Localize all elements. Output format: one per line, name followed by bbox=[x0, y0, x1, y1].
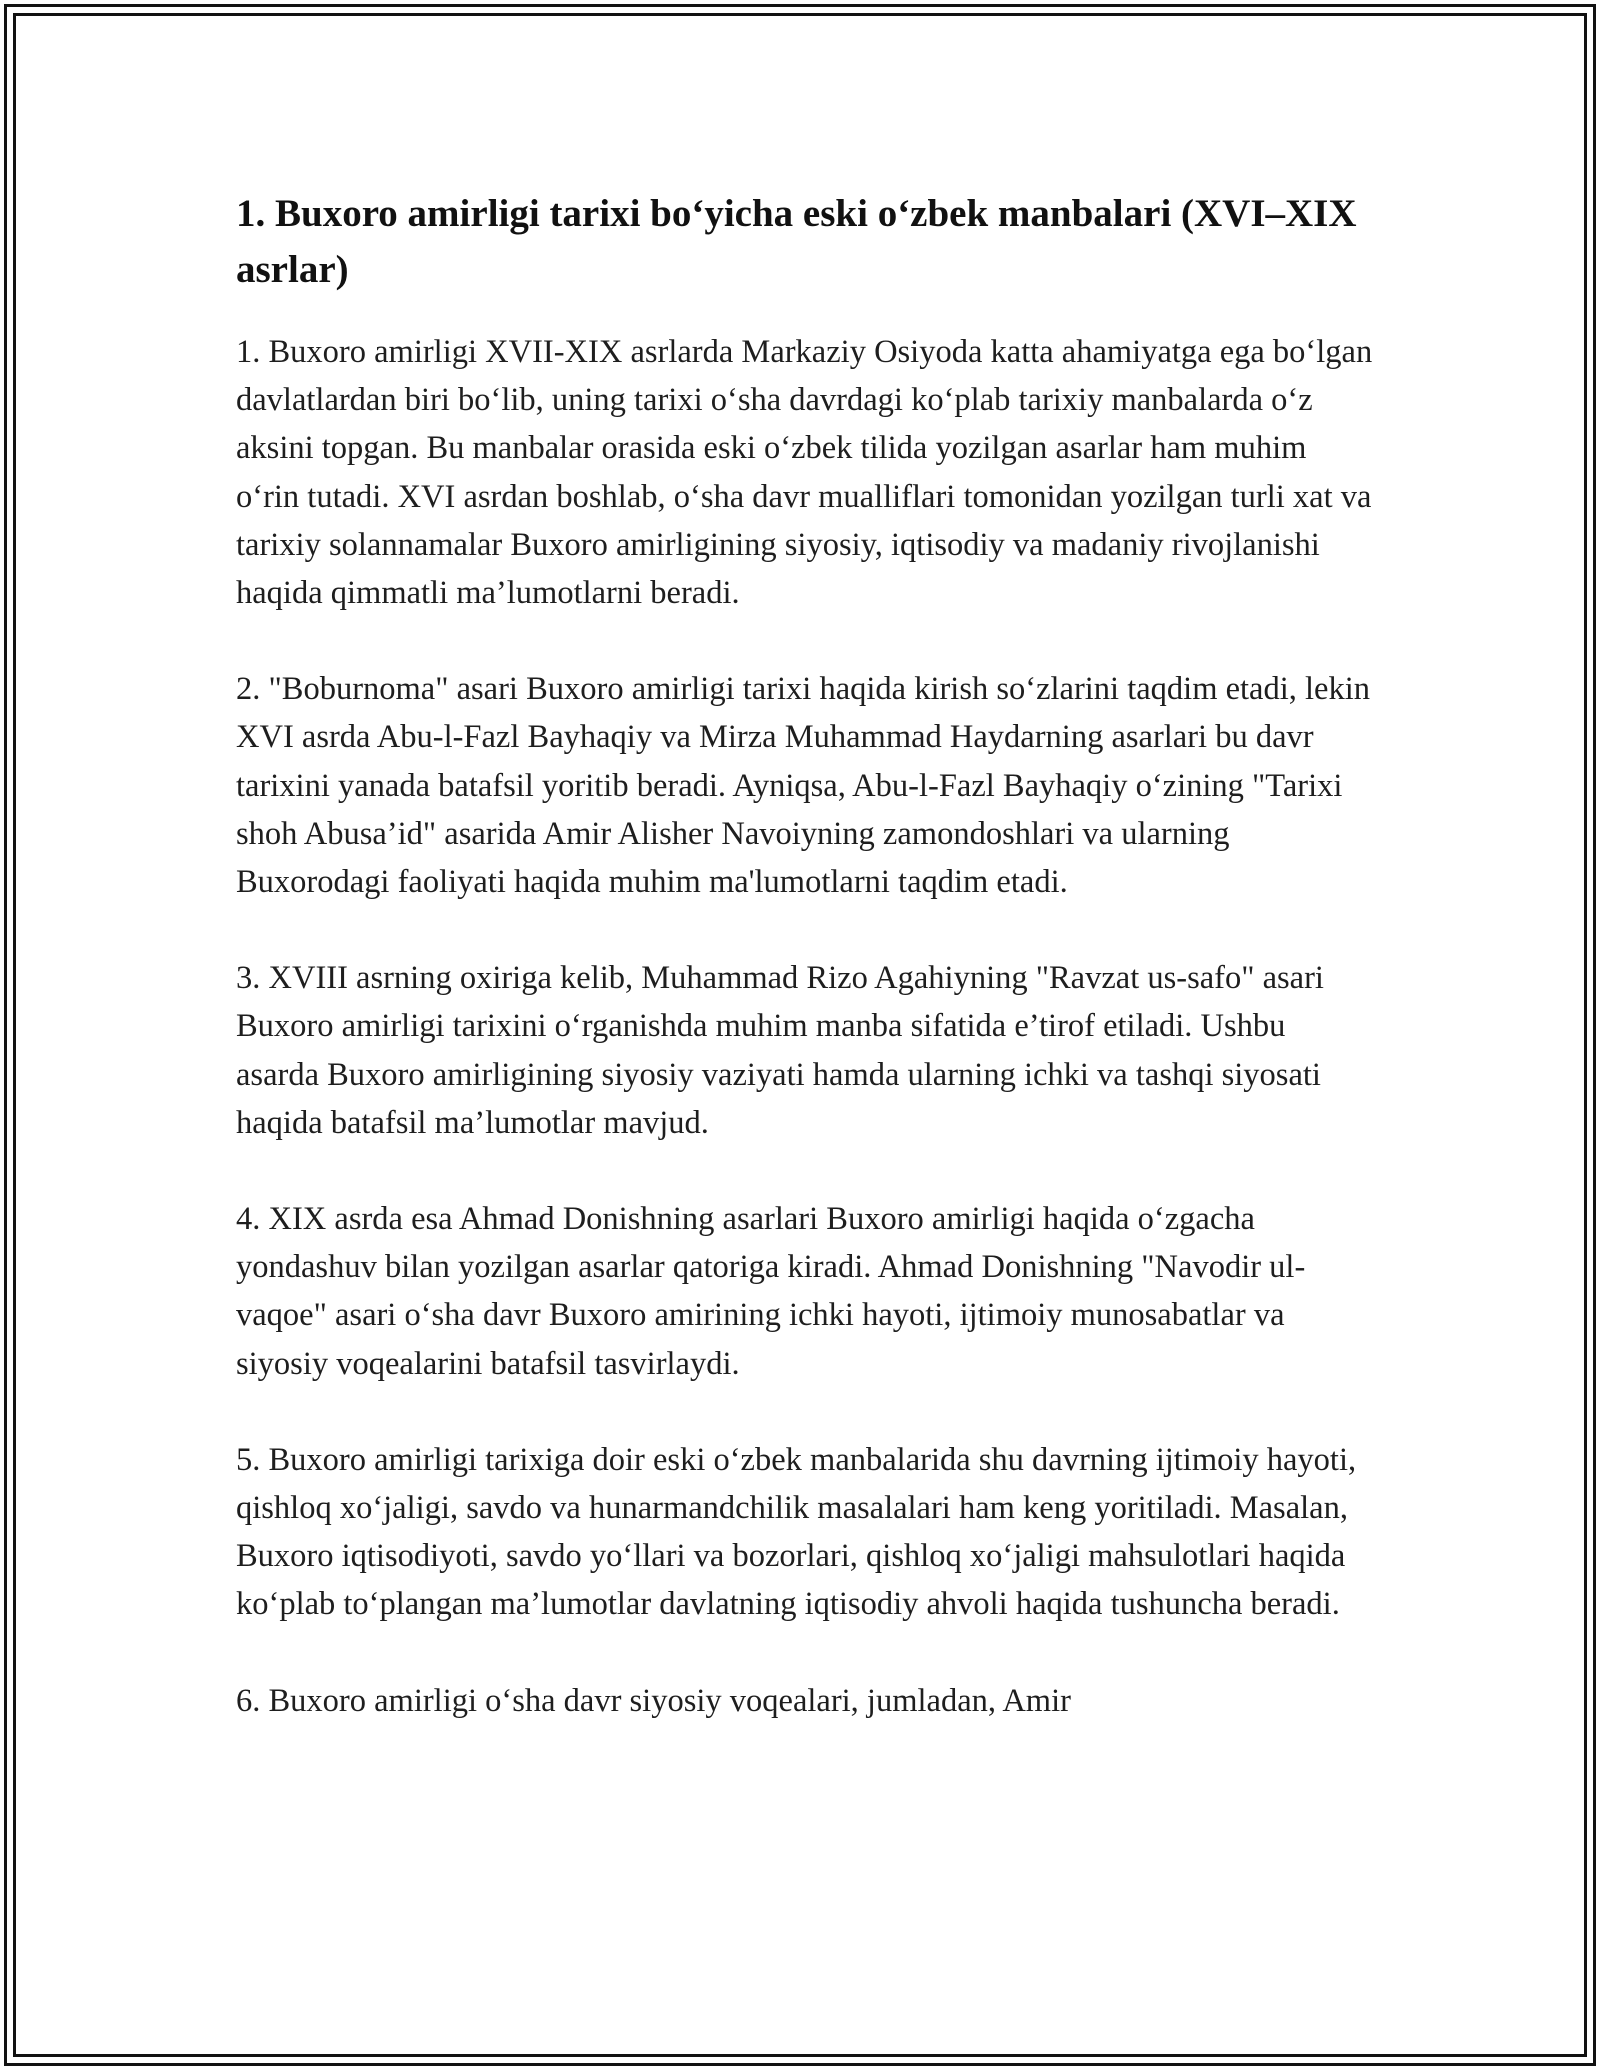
paragraph-1: 1. Buxoro amirligi XVII-XIX asrlarda Markaziy Osiyoda katta ahamiyatga ega bo‘lgan davlatlardan biri bo‘lib, uning tarixi o‘sha davrdagi ko‘plab tarixiy manbalarda o‘z aksini topgan. Bu manbalar orasida eski o‘zbek tilida yozilgan asarlar ham muhim o‘rin tutadi. XVI asrdan boshlab, o‘sha davr mualliflari tomonidan yozilgan turli xat va tarixiy solannamalar Buxoro amirligining siyosiy, iqtisodiy va madaniy rivojlanishi haqida qimmatli ma’lumotlarni beradi. bbox=[236, 334, 1373, 612]
document-body bbox=[236, 186, 1376, 1773]
paragraph-3: 3. XVIII asrning oxiriga kelib, Muhammad Rizo Agahiyning "Ravzat us-safo" asari Buxoro amirligi tarixini o‘rganishda muhim manba sifatida e’tirof etiladi. Ushbu asarda Buxoro amirligining siyosiy vaziyati hamda ularning ichki va tashqi siyosati haqida batafsil ma’lumotlar mavjud. bbox=[236, 960, 1324, 1141]
document-heading: 1. Buxoro amirligi tarixi bo‘yicha eski o‘zbek manbalari (XVI–XIX asrlar) bbox=[236, 192, 1357, 291]
paragraph-6: 6. Buxoro amirligi o‘sha davr siyosiy voqealari, jumladan, Amir bbox=[236, 1682, 1071, 1719]
paragraph-2: 2. "Boburnoma" asari Buxoro amirligi tarixi haqida kirish so‘zlarini taqdim etadi, lekin XVI asrda Abu-l-Fazl Bayhaqiy va Mirza Muhammad Haydarning asarlari bu davr tarixini yanada batafsil yoritib beradi. Ayniqsa, Abu-l-Fazl Bayhaqiy o‘zining "Tarixi shoh Abusa’id" asarida Amir Alisher Navoiyning zamondoshlari va ularning Buxorodagi faoliyati haqida muhim ma'lumotlarni taqdim etadi. bbox=[236, 671, 1370, 901]
paragraph-4: 4. XIX asrda esa Ahmad Donishning asarlari Buxoro amirligi haqida o‘zgacha yondashuv bilan yozilgan asarlar qatoriga kiradi. Ahmad Donishning "Navodir ul-vaqoe" asari o‘sha davr Buxoro amirining ichki hayoti, ijtimoiy munosabatlar va siyosiy voqealarini batafsil tasvirlaydi. bbox=[236, 1201, 1306, 1382]
paragraph-5: 5. Buxoro amirligi tarixiga doir eski o‘zbek manbalarida shu davrning ijtimoiy hayoti, qishloq xo‘jaligi, savdo va hunarmandchilik masalalari ham keng yoritiladi. Masalan, Buxoro iqtisodiyoti, savdo yo‘llari va bozorlari, qishloq xo‘jaligi mahsulotlari haqida ko‘plab to‘plangan ma’lumotlar davlatning iqtisodiy ahvoli haqida tushuncha beradi. bbox=[236, 1441, 1357, 1623]
